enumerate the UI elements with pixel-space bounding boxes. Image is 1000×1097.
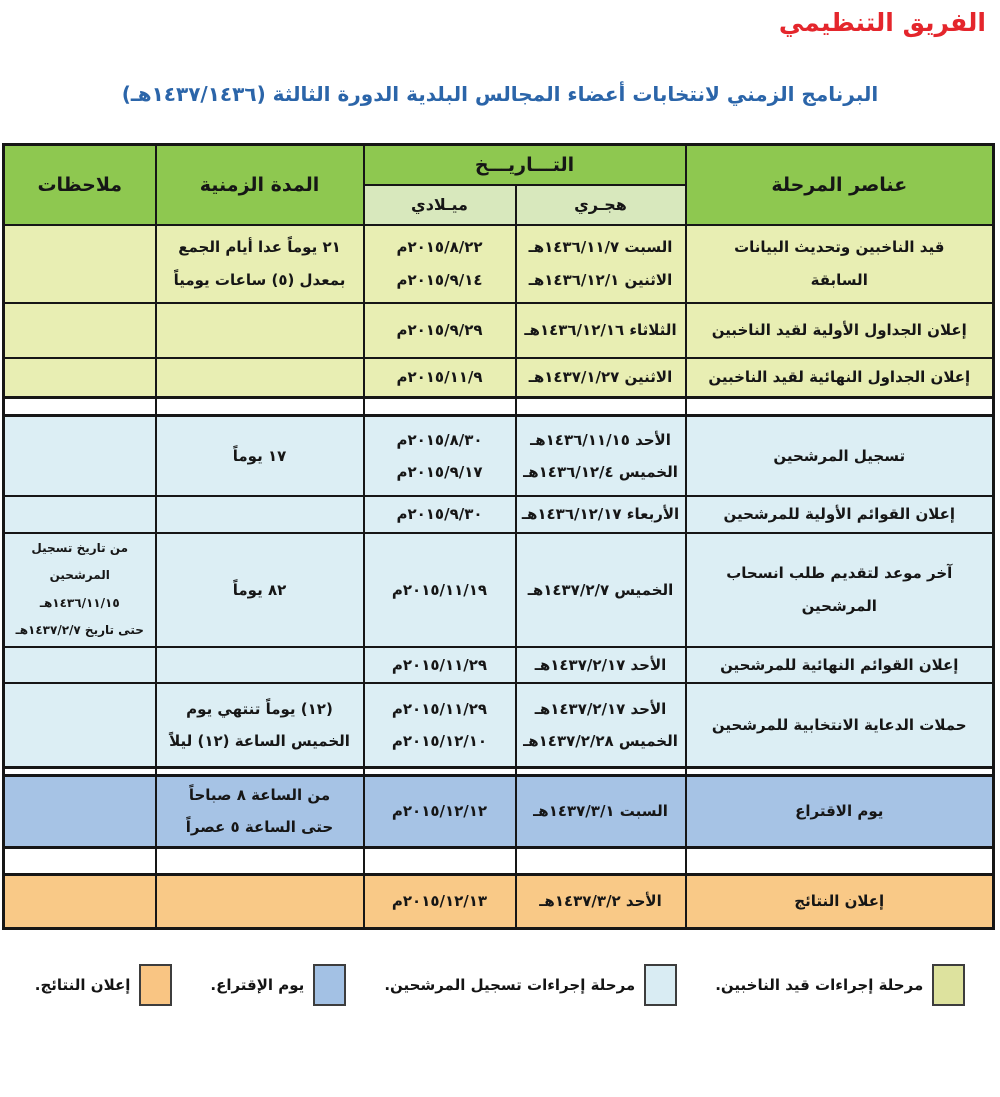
cell-line: آخر موعد لتقديم طلب انسحاب bbox=[726, 564, 953, 583]
legend-swatch-voters bbox=[932, 964, 965, 1006]
cell-line: الاثنين ١٤٣٦/١٢/١هـ bbox=[528, 270, 673, 289]
cell-line: ٢٠١٥/١٢/١٠م bbox=[391, 731, 488, 750]
phase-cell bbox=[686, 874, 994, 928]
gregorian-date-cell bbox=[364, 225, 516, 303]
separator-cell bbox=[516, 847, 686, 874]
notes-cell bbox=[4, 683, 156, 767]
legend-swatch-candidates bbox=[644, 964, 677, 1006]
phase-cell bbox=[686, 416, 994, 496]
cell-line: حتى تاريخ ١٤٣٧/٢/٧هـ bbox=[15, 623, 144, 638]
cell-line: السبت ١٤٣٦/١١/٧هـ bbox=[528, 238, 673, 257]
cell-line: ٢٠١٥/١٢/١٣م bbox=[391, 892, 488, 910]
gregorian-date-cell bbox=[364, 647, 516, 683]
cell-line: ٢٠١٥/٨/٢٢م bbox=[396, 238, 483, 257]
cell-line: إعلان الجداول الأولية لقيد الناخبين bbox=[711, 320, 967, 339]
hijri-date-cell bbox=[516, 874, 686, 928]
duration-cell bbox=[156, 303, 364, 358]
team-label: الفريق التنظيمي bbox=[778, 8, 986, 37]
cell-line: ٢٠١٥/١١/١٩م bbox=[391, 580, 488, 599]
cell-line: الخميس ١٤٣٧/٢/٧هـ bbox=[527, 580, 674, 599]
cell-line: ٢٠١٥/١١/٢٩م bbox=[391, 699, 488, 718]
legend-label: مرحلة إجراءات تسجيل المرشحين. bbox=[384, 976, 636, 994]
cell-line: بمعدل (٥) ساعات يومياً bbox=[173, 270, 346, 289]
cell-line: حتى الساعة ٥ عصراً bbox=[185, 818, 334, 837]
hijri-date-cell bbox=[516, 647, 686, 683]
notes-cell bbox=[4, 775, 156, 847]
gregorian-date-cell bbox=[364, 303, 516, 358]
duration-cell bbox=[156, 647, 364, 683]
separator-cell bbox=[156, 767, 364, 775]
duration-cell bbox=[156, 874, 364, 928]
cell-line: ٢٠١٥/١١/٩م bbox=[396, 368, 483, 387]
cell-line: ٨٢ يوماً bbox=[232, 580, 287, 599]
cell-line: الخميس الساعة (١٢) ليلاً bbox=[169, 731, 350, 750]
cell-line: من الساعة ٨ صباحاً bbox=[188, 785, 331, 804]
cell-line: حملات الدعاية الانتخابية للمرشحين bbox=[711, 715, 967, 734]
separator-cell bbox=[4, 847, 156, 874]
table-row bbox=[4, 303, 994, 358]
duration-cell bbox=[156, 533, 364, 647]
notes-cell bbox=[4, 358, 156, 398]
separator-cell bbox=[364, 767, 516, 775]
duration-cell bbox=[156, 496, 364, 533]
legend-item-voters bbox=[715, 964, 965, 1006]
phase-cell bbox=[686, 683, 994, 767]
table-row bbox=[4, 647, 994, 683]
cell-line: المرشحين bbox=[801, 596, 877, 615]
column-header-duration: المدة الزمنية bbox=[156, 145, 364, 225]
hijri-date-cell bbox=[516, 416, 686, 496]
phase-cell bbox=[686, 303, 994, 358]
table-row bbox=[4, 775, 994, 847]
cell-line: ٢٠١٥/٩/٢٩م bbox=[396, 320, 483, 339]
hijri-date-cell bbox=[516, 775, 686, 847]
table-row bbox=[4, 358, 994, 398]
table-row bbox=[4, 416, 994, 496]
separator-cell bbox=[364, 847, 516, 874]
table-row bbox=[4, 225, 994, 303]
cell-line: ٢٠١٥/٩/٣٠م bbox=[396, 504, 483, 523]
duration-cell bbox=[156, 416, 364, 496]
cell-line: الأحد ١٤٣٧/٢/١٧هـ bbox=[534, 699, 667, 718]
cell-line: الأحد ١٤٣٦/١١/١٥هـ bbox=[530, 430, 671, 449]
hijri-date-cell bbox=[516, 533, 686, 647]
gregorian-date-cell bbox=[364, 496, 516, 533]
separator-cell bbox=[686, 847, 994, 874]
cell-line: من تاريخ تسجيل bbox=[31, 540, 129, 555]
hijri-date-cell bbox=[516, 496, 686, 533]
cell-line: ١٧ يوماً bbox=[232, 446, 287, 465]
cell-line: الأحد ١٤٣٧/٣/٢هـ bbox=[539, 892, 662, 910]
legend-item-candidates bbox=[384, 964, 677, 1006]
legend-swatch-voting-day bbox=[313, 964, 346, 1006]
column-header-date: التـــاريـــخ bbox=[364, 145, 686, 185]
column-header-hijri: هجـري bbox=[516, 185, 686, 225]
separator-row bbox=[4, 767, 994, 775]
separator-cell bbox=[4, 767, 156, 775]
notes-cell bbox=[4, 225, 156, 303]
notes-cell bbox=[4, 496, 156, 533]
duration-cell bbox=[156, 358, 364, 398]
cell-line: (١٢) يوماً تنتهي يوم bbox=[186, 699, 333, 718]
duration-cell bbox=[156, 225, 364, 303]
column-header-phase: عناصر المرحلة bbox=[686, 145, 994, 225]
cell-line: الخميس ١٤٣٦/١٢/٤هـ bbox=[523, 462, 678, 481]
cell-line: السبت ١٤٣٧/٣/١هـ bbox=[533, 802, 668, 820]
notes-cell bbox=[4, 303, 156, 358]
separator-cell bbox=[516, 767, 686, 775]
separator-cell bbox=[686, 398, 994, 416]
column-header-notes: ملاحظات bbox=[4, 145, 156, 225]
phase-cell bbox=[686, 533, 994, 647]
cell-line: إعلان النتائج bbox=[794, 892, 885, 910]
cell-line: إعلان القوائم النهائية للمرشحين bbox=[720, 655, 959, 674]
cell-line: قيد الناخبين وتحديث البيانات bbox=[734, 238, 945, 257]
gregorian-date-cell bbox=[364, 358, 516, 398]
table-row bbox=[4, 874, 994, 928]
table-row bbox=[4, 533, 994, 647]
gregorian-date-cell bbox=[364, 775, 516, 847]
separator-row bbox=[4, 847, 994, 874]
separator-cell bbox=[516, 398, 686, 416]
notes-cell bbox=[4, 874, 156, 928]
cell-line: الخميس ١٤٣٧/٢/٢٨هـ bbox=[523, 731, 678, 750]
cell-line: السابقة bbox=[810, 270, 868, 289]
legend bbox=[0, 964, 1000, 1006]
column-header-miladi: ميـلادي bbox=[364, 185, 516, 225]
separator-cell bbox=[364, 398, 516, 416]
separator-row bbox=[4, 398, 994, 416]
phase-cell bbox=[686, 496, 994, 533]
table-row bbox=[4, 683, 994, 767]
cell-line: المرشحين ١٤٣٦/١١/١٥هـ bbox=[39, 568, 120, 610]
phase-cell bbox=[686, 647, 994, 683]
gregorian-date-cell bbox=[364, 533, 516, 647]
legend-item-voting-day bbox=[210, 964, 346, 1006]
cell-line: الأربعاء ١٤٣٦/١٢/١٧هـ bbox=[521, 504, 680, 523]
header-row bbox=[4, 145, 994, 185]
legend-label: يوم الإقتراع. bbox=[210, 976, 305, 994]
separator-cell bbox=[4, 398, 156, 416]
notes-cell bbox=[4, 533, 156, 647]
page-title: البرنامج الزمني لانتخابات أعضاء المجالس البلدية الدورة الثالثة (١٤٣٧/١٤٣٦هـ) bbox=[121, 82, 879, 106]
legend-label: مرحلة إجراءات قيد الناخبين. bbox=[715, 976, 924, 994]
legend-item-results bbox=[35, 964, 173, 1006]
phase-cell bbox=[686, 225, 994, 303]
legend-label: إعلان النتائج. bbox=[34, 976, 131, 994]
cell-line: الاثنين ١٤٣٧/١/٢٧هـ bbox=[528, 368, 673, 387]
gregorian-date-cell bbox=[364, 416, 516, 496]
hijri-date-cell bbox=[516, 683, 686, 767]
legend-swatch-results bbox=[139, 964, 172, 1006]
hijri-date-cell bbox=[516, 358, 686, 398]
phase-cell bbox=[686, 358, 994, 398]
hijri-date-cell bbox=[516, 303, 686, 358]
table-row bbox=[4, 496, 994, 533]
schedule-table bbox=[2, 143, 995, 930]
phase-cell bbox=[686, 775, 994, 847]
cell-line: إعلان الجداول النهائية لقيد الناخبين bbox=[708, 368, 971, 387]
cell-line: ٢٠١٥/١١/٢٩م bbox=[391, 655, 488, 674]
separator-cell bbox=[686, 767, 994, 775]
gregorian-date-cell bbox=[364, 874, 516, 928]
cell-line: يوم الاقتراع bbox=[795, 802, 884, 820]
hijri-date-cell bbox=[516, 225, 686, 303]
cell-line: ٢٠١٥/١٢/١٢م bbox=[391, 802, 488, 820]
cell-line: إعلان القوائم الأولية للمرشحين bbox=[723, 504, 956, 523]
cell-line: الثلاثاء ١٤٣٦/١٢/١٦هـ bbox=[524, 320, 677, 339]
duration-cell bbox=[156, 683, 364, 767]
cell-line: الأحد ١٤٣٧/٢/١٧هـ bbox=[534, 655, 667, 674]
notes-cell bbox=[4, 416, 156, 496]
cell-line: ٢٠١٥/٩/١٧م bbox=[396, 462, 483, 481]
gregorian-date-cell bbox=[364, 683, 516, 767]
separator-cell bbox=[156, 847, 364, 874]
cell-line: ٢٠١٥/٨/٣٠م bbox=[396, 430, 483, 449]
duration-cell bbox=[156, 775, 364, 847]
cell-line: ٢١ يوماً عدا أيام الجمع bbox=[178, 238, 341, 257]
separator-cell bbox=[156, 398, 364, 416]
notes-cell bbox=[4, 647, 156, 683]
cell-line: ٢٠١٥/٩/١٤م bbox=[396, 270, 483, 289]
cell-line: تسجيل المرشحين bbox=[773, 446, 906, 465]
